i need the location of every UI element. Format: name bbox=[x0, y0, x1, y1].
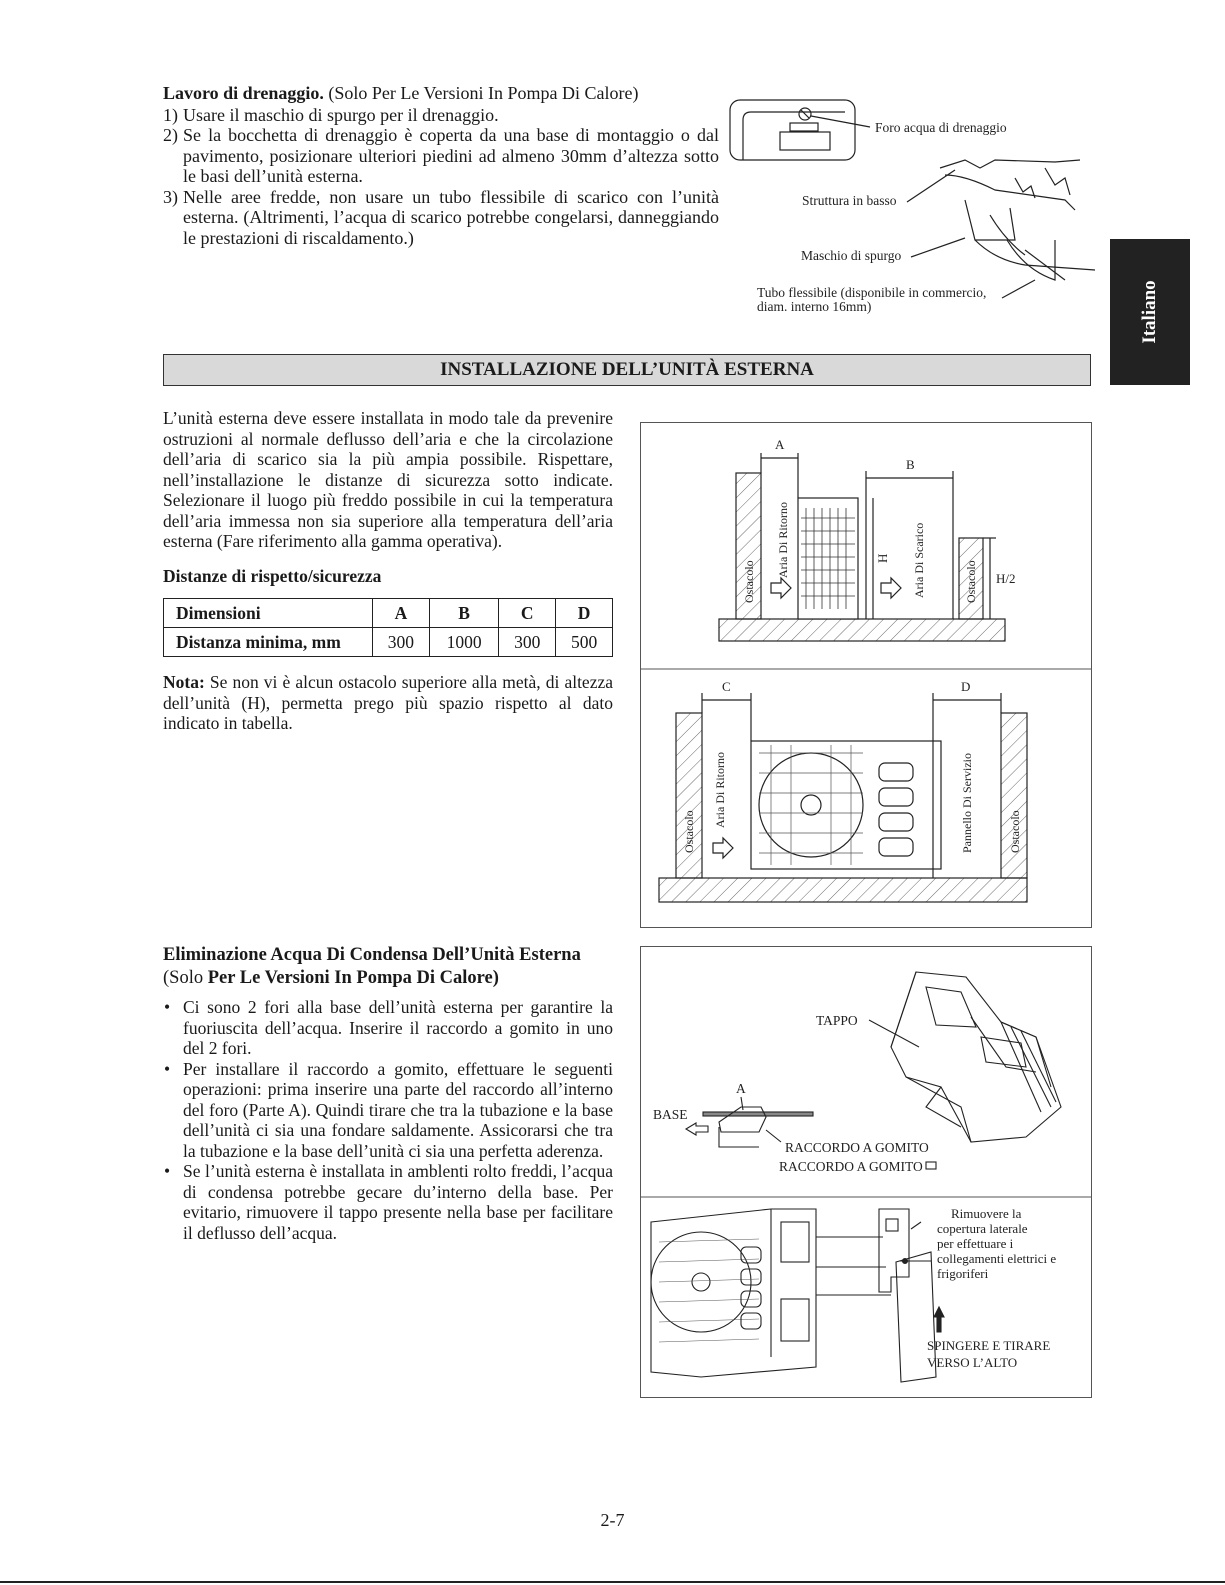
spingere-label-1: SPINGERE E TIRARE bbox=[927, 1338, 1051, 1353]
ostacolo-right-label: Ostacolo bbox=[964, 560, 978, 603]
condensa-title-2b: Per Le Versioni In Pompa Di Calore) bbox=[207, 968, 499, 988]
drain-item-num: 2) bbox=[163, 125, 178, 145]
ostacolo-left-label: Ostacolo bbox=[742, 560, 756, 603]
dim-a-label: A bbox=[775, 437, 785, 452]
bullet-dot: • bbox=[164, 1058, 171, 1079]
distances-title: Distanze di rispetto/sicurezza bbox=[163, 566, 382, 586]
drain-item bbox=[163, 187, 719, 249]
dim-c-label: C bbox=[722, 679, 731, 694]
dim-d-label: D bbox=[961, 679, 971, 694]
drain-figure bbox=[725, 90, 1105, 325]
drain-subtitle: (Solo Per Le Versioni In Pompa Di Calore) bbox=[328, 83, 639, 103]
bullet-text: Per installare il raccordo a gomito, effettuare le seguenti operazioni: prima inserire una parte del raccordo all’interno del foro (Parte A). Quindi tirare che tra la tubazione e la base dell’unità ci sia una fondare saldamente. Assicorarsi che tra la tubazione e la base dell’unità ci sia una perfetta aderenza. bbox=[183, 1058, 613, 1161]
bullet-dot: • bbox=[164, 997, 171, 1017]
section-title-bar bbox=[163, 354, 1091, 386]
rimuovere-line: copertura laterale bbox=[937, 1221, 1028, 1236]
bottom-rule bbox=[0, 1581, 1225, 1583]
spingere-label-2: VERSO L’ALTO bbox=[927, 1355, 1018, 1370]
table-cell: 300 bbox=[373, 628, 430, 657]
drain-item-num: 1) bbox=[163, 104, 178, 125]
language-tab bbox=[1110, 239, 1190, 385]
aria-ritorno-label: Aria Di Ritorno bbox=[776, 502, 790, 578]
bullet-dot: • bbox=[164, 1161, 171, 1181]
page-number: 2-7 bbox=[600, 1510, 625, 1530]
section-title: INSTALLAZIONE DELL’UNITÀ ESTERNA bbox=[440, 359, 814, 380]
ostacolo-left-label: Ostacolo bbox=[682, 810, 696, 853]
drain-title: Lavoro di drenaggio. bbox=[163, 83, 324, 103]
drain-item-num: 3) bbox=[163, 186, 178, 207]
raccordo-label-1: RACCORDO A GOMITO bbox=[785, 1140, 929, 1155]
foro-label: Foro acqua di drenaggio bbox=[875, 120, 1007, 135]
condensa-diagram bbox=[640, 946, 1092, 1398]
note-paragraph bbox=[163, 672, 613, 734]
table-header-label: Dimensioni bbox=[164, 599, 373, 628]
table-header-cell: B bbox=[429, 599, 499, 628]
raccordo-label-2: RACCORDO A GOMITO bbox=[779, 1159, 923, 1174]
list-item bbox=[163, 997, 613, 1059]
table-cell: 1000 bbox=[429, 628, 499, 657]
drain-section bbox=[163, 83, 719, 248]
rimuovere-line: frigoriferi bbox=[937, 1266, 989, 1281]
list-item bbox=[163, 1161, 613, 1243]
condensa-heading bbox=[163, 944, 623, 990]
maschio-label: Maschio di spurgo bbox=[801, 248, 902, 263]
drain-list bbox=[163, 105, 719, 249]
drain-plug-illustration bbox=[907, 160, 1095, 298]
dim-h2-label: H/2 bbox=[996, 571, 1016, 586]
part-a-label: A bbox=[736, 1081, 746, 1096]
drain-item bbox=[163, 105, 719, 126]
ostacolo-right-label: Ostacolo bbox=[1008, 810, 1022, 853]
tubo-label-2: diam. interno 16mm) bbox=[757, 299, 872, 314]
bullet-text: Se l’unità esterna è installata in amblenti rolto freddi, l’acqua di condensa potrebbe gecare du’interno della base. Per evitario, rimuovere il tappo presente nella base per facilitare il deflusso dell’acqua. bbox=[183, 1161, 613, 1243]
table-cell: 300 bbox=[499, 628, 556, 657]
distances-table bbox=[163, 598, 613, 657]
list-item bbox=[163, 1059, 613, 1162]
note-label: Nota: bbox=[163, 672, 205, 692]
condensa-title-2a: (Solo bbox=[163, 968, 208, 988]
tubo-label-1: Tubo flessibile (disponibile in commercio, bbox=[757, 285, 987, 300]
condensa-title-2 bbox=[163, 967, 623, 990]
clearance-side-view bbox=[719, 453, 1005, 641]
table-cell: 500 bbox=[556, 628, 613, 657]
drain-item-text: Usare il maschio di spurgo per il drenaggio. bbox=[183, 104, 499, 125]
aria-ritorno-label: Aria Di Ritorno bbox=[713, 752, 727, 828]
table-header-cell: A bbox=[373, 599, 430, 628]
drain-heading bbox=[163, 83, 719, 104]
rimuovere-label bbox=[937, 1206, 1056, 1281]
rimuovere-line: collegamenti elettrici e bbox=[937, 1251, 1057, 1266]
aria-scarico-label: Aria Di Scarico bbox=[912, 522, 926, 598]
table-row bbox=[164, 599, 613, 628]
condensa-svg bbox=[641, 947, 1091, 1397]
drain-item-text: Nelle aree fredde, non usare un tubo flessibile di scarico con l’unità esterna. (Altrimenti, l’acqua di scarico potrebbe congelarsi, danneggiando le prestazioni di riscaldamento.) bbox=[183, 186, 719, 248]
clearance-diagram bbox=[640, 422, 1092, 928]
bullet-text: Ci sono 2 fori alla base dell’unità esterna per garantire la fuoriuscita dell’acqua. Inserire il raccordo a gomito in uno del 2 fori. bbox=[183, 997, 613, 1058]
table-row-label: Distanza minima, mm bbox=[164, 628, 373, 657]
base-label: BASE bbox=[653, 1107, 688, 1122]
side-cover-illustration bbox=[651, 1209, 944, 1382]
condensa-title-1: Eliminazione Acqua Di Condensa Dell’Unità Esterna bbox=[163, 945, 581, 965]
pannello-label: Pannello Di Servizio bbox=[960, 753, 974, 853]
clearance-svg bbox=[641, 423, 1091, 927]
rimuovere-line: per effettuare i bbox=[937, 1236, 1014, 1251]
dim-h-label: H bbox=[875, 553, 890, 563]
condensa-bullets bbox=[163, 997, 613, 1243]
drain-item-text: Se la bocchetta di drenaggio è coperta da una base di montaggio o dal pavimento, posizionare ulteriori piedini ad almeno 30mm d’altezza sotto le basi dell’unità esterna. bbox=[183, 125, 719, 186]
drain-hole-illustration bbox=[730, 100, 870, 160]
note-text: Se non vi è alcun ostacolo superiore alla metà, di altezza dell’unità (H), permetta prego più spazio rispetto al dato indicato in tabella. bbox=[163, 672, 614, 733]
table-row bbox=[164, 628, 613, 657]
table-header-cell: C bbox=[499, 599, 556, 628]
intro-paragraph: L’unità esterna deve essere installata in modo tale da prevenire ostruzioni al normale deflusso dell’aria e che la circolazione dell’aria di scarico sia la più ampia possibile. Rispettare, nell’installazione le distanze di sicurezza sotto indicate. Selezionare il luogo più freddo possibile in cui la temperatura dell’aria immessa non sia superiore alla temperatura dell’aria esterna (Fare riferimento alla gamma operativa). bbox=[163, 408, 613, 551]
tappo-label: TAPPO bbox=[816, 1013, 858, 1028]
language-tab-label: Italiano bbox=[1139, 280, 1160, 344]
table-header-cell: D bbox=[556, 599, 613, 628]
rimuovere-line: Rimuovere la bbox=[951, 1206, 1022, 1221]
drain-item bbox=[163, 125, 719, 187]
struttura-label: Struttura in basso bbox=[802, 193, 897, 208]
dim-b-label: B bbox=[906, 457, 915, 472]
